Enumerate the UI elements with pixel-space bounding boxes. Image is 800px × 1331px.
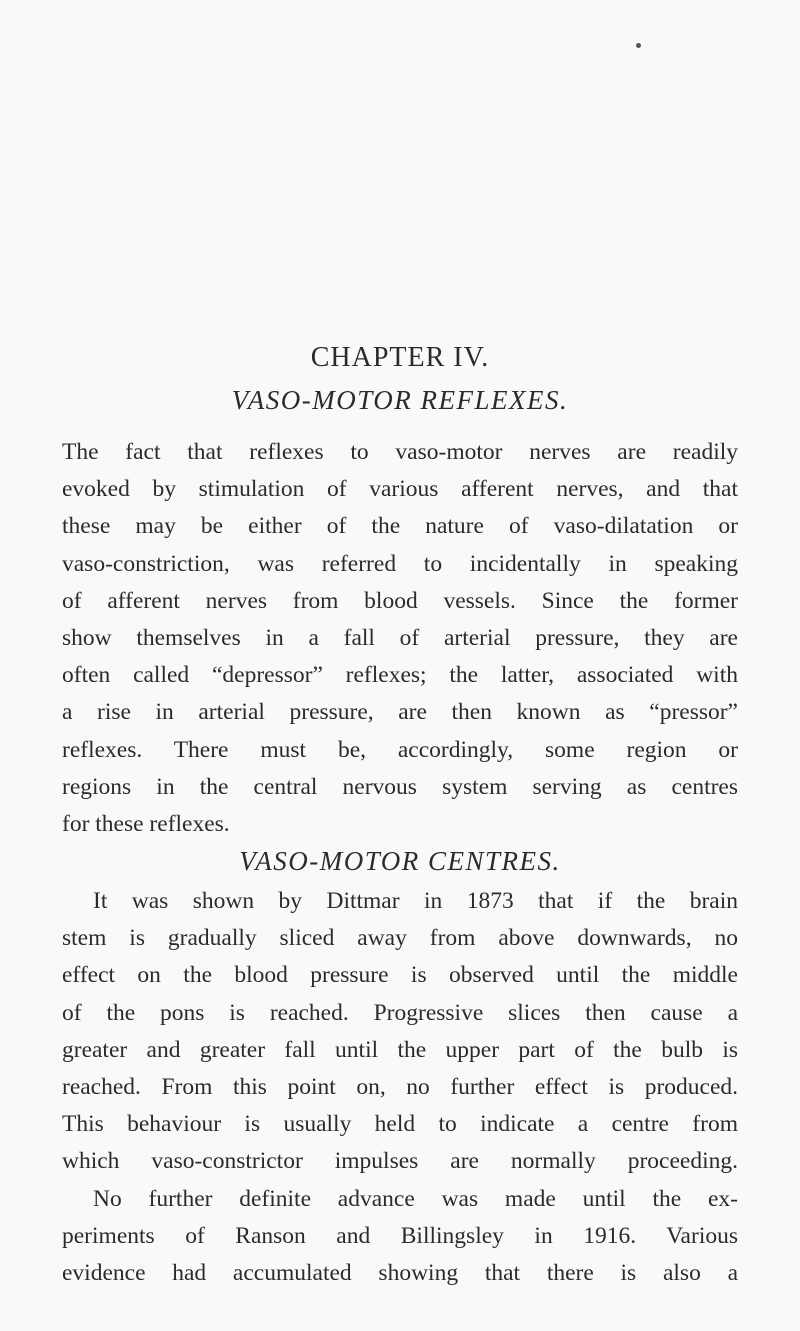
text-line: reached. From this point on, no further effect is produced. [62, 1073, 738, 1100]
text-line: periments of Ranson and Billingsley in 1916. Various [62, 1222, 738, 1249]
text-line: show themselves in a fall of arterial pressure, they are [62, 624, 738, 651]
page-speck [636, 43, 641, 48]
text-line: reflexes. There must be, accordingly, some region or [62, 736, 738, 763]
text-line: effect on the blood pressure is observed until the middle [62, 962, 738, 989]
text-line: stem is gradually sliced away from above downwards, no [62, 925, 738, 952]
chapter-number: CHAPTER IV. [310, 342, 490, 373]
text-line: a rise in arterial pressure, are then known as “pressor” [62, 699, 738, 726]
text-line: of the pons is reached. Progressive slices then cause a [62, 999, 738, 1026]
chapter-title: VASO-MOTOR REFLEXES. [231, 385, 569, 415]
section-title: VASO-MOTOR CENTRES. [239, 846, 561, 876]
text-line: often called “depressor” reflexes; the latter, associated with [62, 662, 738, 689]
text-line: No further definite advance was made until the ex- [93, 1185, 738, 1212]
text-line: evidence had accumulated showing that there is also a [62, 1259, 738, 1286]
text-line: It was shown by Dittmar in 1873 that if the brain [93, 888, 738, 914]
paragraph-intro [62, 434, 738, 843]
text-line: greater and greater fall until the upper part of the bulb is [62, 1036, 738, 1063]
text-line: regions in the central nervous system serving as centres [62, 773, 738, 800]
text-line: of afferent nerves from blood vessels. Since the former [62, 587, 738, 614]
text-line: The fact that reflexes to vaso-motor nerves are readily [62, 439, 738, 465]
text-line: This behaviour is usually held to indicate a centre from [62, 1111, 738, 1138]
text-line: which vaso-constrictor impulses are normally proceeding. [62, 1148, 738, 1175]
text-line: evoked by stimulation of various afferent nerves, and that [62, 476, 738, 503]
text-line: vaso-constriction, was referred to incidentally in speaking [62, 550, 738, 577]
text-line: these may be either of the nature of vaso-dilatation or [62, 513, 738, 540]
text-line: for these reflexes. [62, 810, 230, 837]
paragraph-centres [62, 883, 738, 1292]
